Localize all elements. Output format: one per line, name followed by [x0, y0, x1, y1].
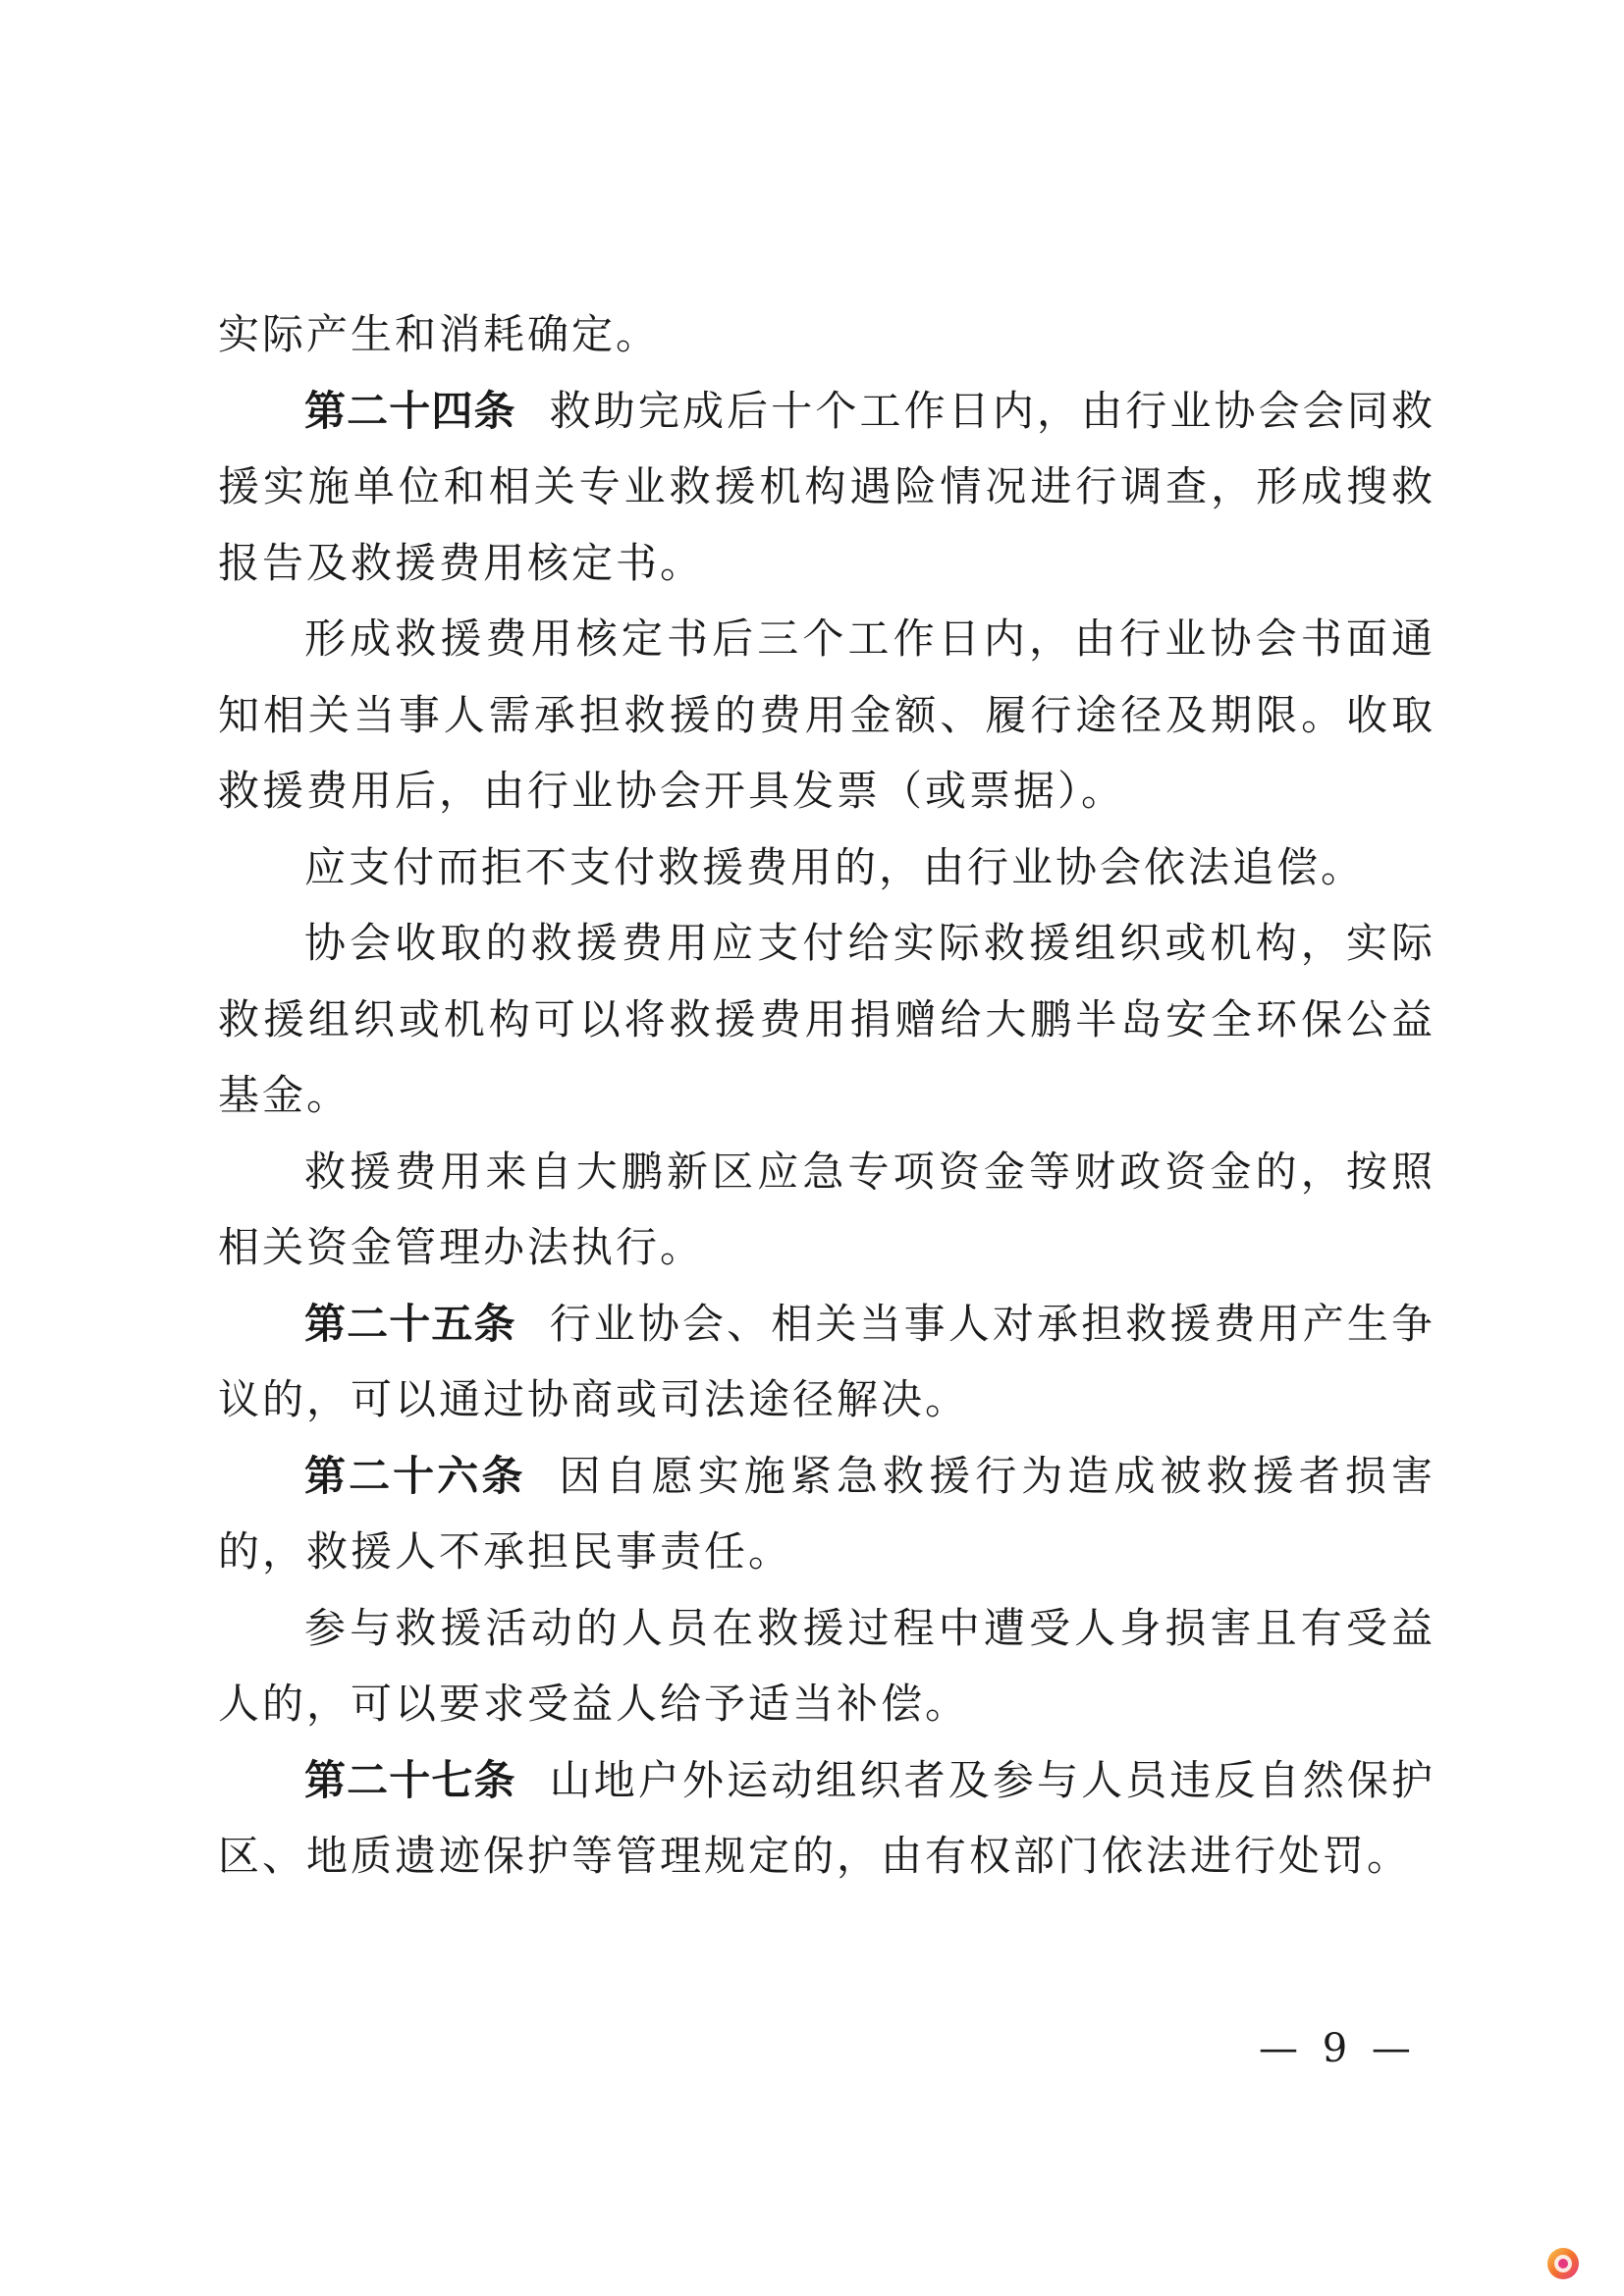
- paragraph-text: 因自愿实施紧急救援行为造成被救援者损害的，救援人不承担民事责任。: [218, 1451, 1435, 1575]
- paragraph-text: 行业协会、相关当事人对承担救援费用产生争议的，可以通过协商或司法途径解决。: [218, 1299, 1435, 1423]
- paragraph-text: 形成救援费用核定书后三个工作日内，由行业协会书面通知相关当事人需承担救援的费用金额、履行途径及期限。收取救援费用后，由行业协会开具发票（或票据）。: [218, 614, 1435, 815]
- paragraph-text: 实际产生和消耗确定。: [218, 310, 661, 358]
- article-heading: 第二十七条: [304, 1755, 516, 1804]
- page-number: — 9 —: [1259, 2026, 1417, 2071]
- paragraph-text: 协会收取的救援费用应支付给实际救援组织或机构，实际救援组织或机构可以将救援费用捐赠给大鹏半岛安全环保公益基金。: [218, 919, 1435, 1119]
- article-heading: 第二十六条: [304, 1451, 526, 1500]
- article-heading: 第二十五条: [304, 1299, 516, 1348]
- paragraph-text: 参与救援活动的人员在救援过程中遭受人身损害且有受益人的，可以要求受益人给予适当补偿。: [218, 1603, 1435, 1728]
- article-heading: 第二十四条: [304, 386, 516, 435]
- body-paragraph: [218, 1590, 1435, 1742]
- article-paragraph: [218, 1742, 1435, 1895]
- article-paragraph: [218, 1286, 1435, 1438]
- body-paragraph: [218, 601, 1435, 829]
- document-body: [218, 296, 1435, 1895]
- article-paragraph: [218, 373, 1435, 602]
- article-paragraph: [218, 1438, 1435, 1590]
- paragraph-text: 救援费用来自大鹏新区应急专项资金等财政资金的，按照相关资金管理办法执行。: [218, 1147, 1435, 1271]
- body-paragraph: [218, 1134, 1435, 1286]
- body-paragraph: [218, 296, 1435, 373]
- paragraph-text: 山地户外运动组织者及参与人员违反自然保护区、地质遗迹保护等管理规定的，由有权部门依法进行处罚。: [218, 1755, 1435, 1880]
- body-paragraph: [218, 905, 1435, 1134]
- watermark-logo-icon: [1545, 2246, 1581, 2281]
- paragraph-text: 应支付而拒不支付救援费用的，由行业协会依法追偿。: [304, 842, 1366, 891]
- body-paragraph: [218, 829, 1435, 906]
- paragraph-text: 救助完成后十个工作日内，由行业协会会同救援实施单位和相关专业救援机构遇险情况进行调查，形成搜救报告及救援费用核定书。: [218, 386, 1435, 587]
